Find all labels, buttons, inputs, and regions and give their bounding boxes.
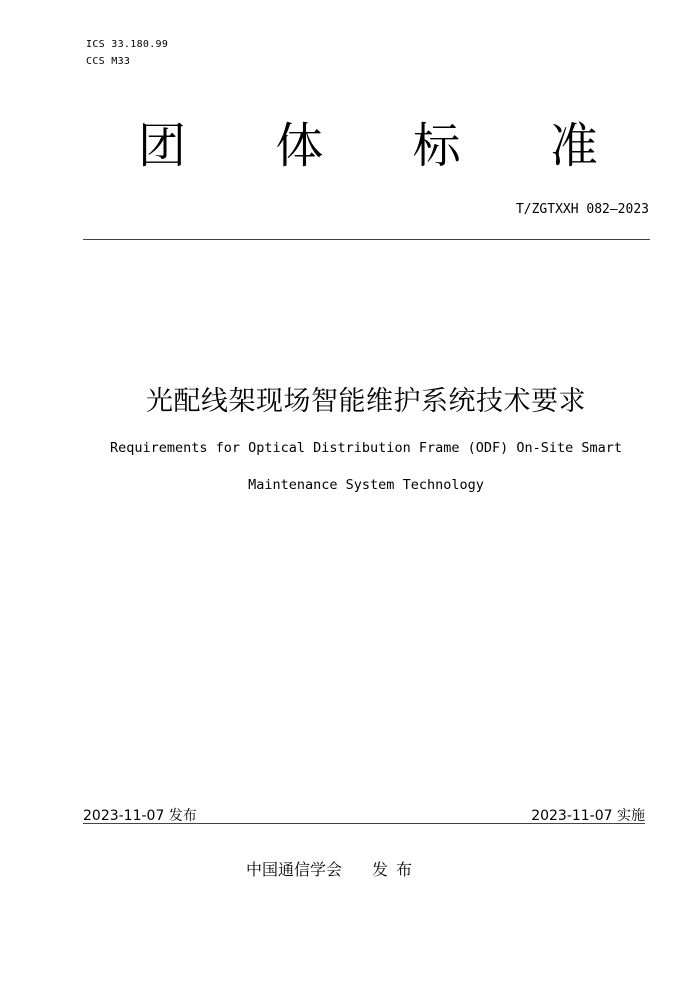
title-char-3: 标 <box>412 118 461 174</box>
issue-date: 2023-11-07 发布 <box>83 808 197 824</box>
english-title-line-1: Requirements for Optical Distribution Frame (ODF) On-Site Smart <box>109 440 623 456</box>
document-type-title <box>138 118 598 174</box>
implementation-date: 2023-11-07 实施 <box>531 808 645 824</box>
bottom-divider <box>83 823 645 824</box>
date-row <box>83 805 645 825</box>
top-divider <box>83 239 650 240</box>
publish-label: 发布 <box>372 860 421 879</box>
publisher-organization: 中国通信学会 <box>246 860 343 879</box>
ccs-code: CCS M33 <box>86 56 131 67</box>
title-char-1: 团 <box>138 118 187 174</box>
ics-code: ICS 33.180.99 <box>86 39 169 50</box>
english-title-line-2: Maintenance System Technology <box>248 477 484 493</box>
classification-codes <box>86 36 168 70</box>
chinese-title: 光配线架现场智能维护系统技术要求 <box>146 386 586 417</box>
publisher-line <box>246 859 420 881</box>
standard-number: T/ZGTXXH 082—2023 <box>515 202 649 217</box>
title-char-2: 体 <box>275 118 324 174</box>
title-char-4: 准 <box>549 118 598 174</box>
